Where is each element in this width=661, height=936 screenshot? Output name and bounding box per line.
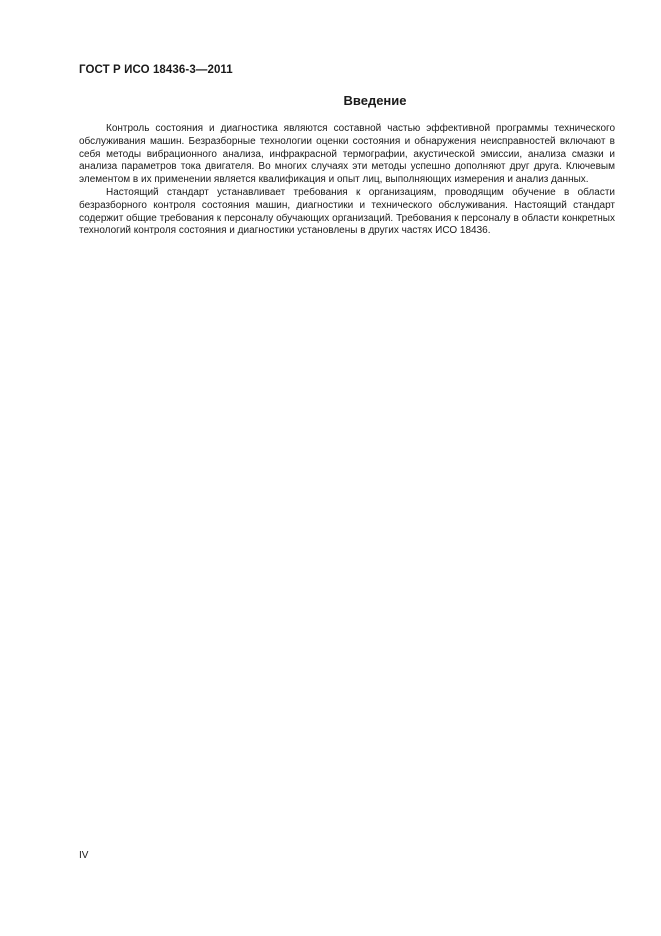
paragraph: Контроль состояния и диагностика являются составной частью эффективной программы технического обслуживания машин. Безразборные технологии оценки состояния и обнаружения неисправностей включают в себя методы вибрационного анализа, инфракрасной термографии, акустической эмиссии, анализа смазки и анализа параметров тока двигателя. Во многих случаях эти методы успешно дополняют друг друга. Ключевым элементом в их применении является квалификация и опыт лиц, выполняющих измерения и анализ данных. [79,123,615,186]
document-identifier: ГОСТ Р ИСО 18436-3—2011 [79,64,233,76]
section-title: Введение [343,93,407,108]
page-number: IV [79,850,89,861]
section-body [79,123,615,238]
paragraph: Настоящий стандарт устанавливает требования к организациям, проводящим обучение в области безразборного контроля состояния машин, диагностики и технического обслуживания. Настоящий стандарт содержит общие требования к персоналу обучающих организаций. Требования к персоналу в области конкретных технологий контроля состояния и диагностики установлены в других частях ИСО 18436. [79,186,615,237]
